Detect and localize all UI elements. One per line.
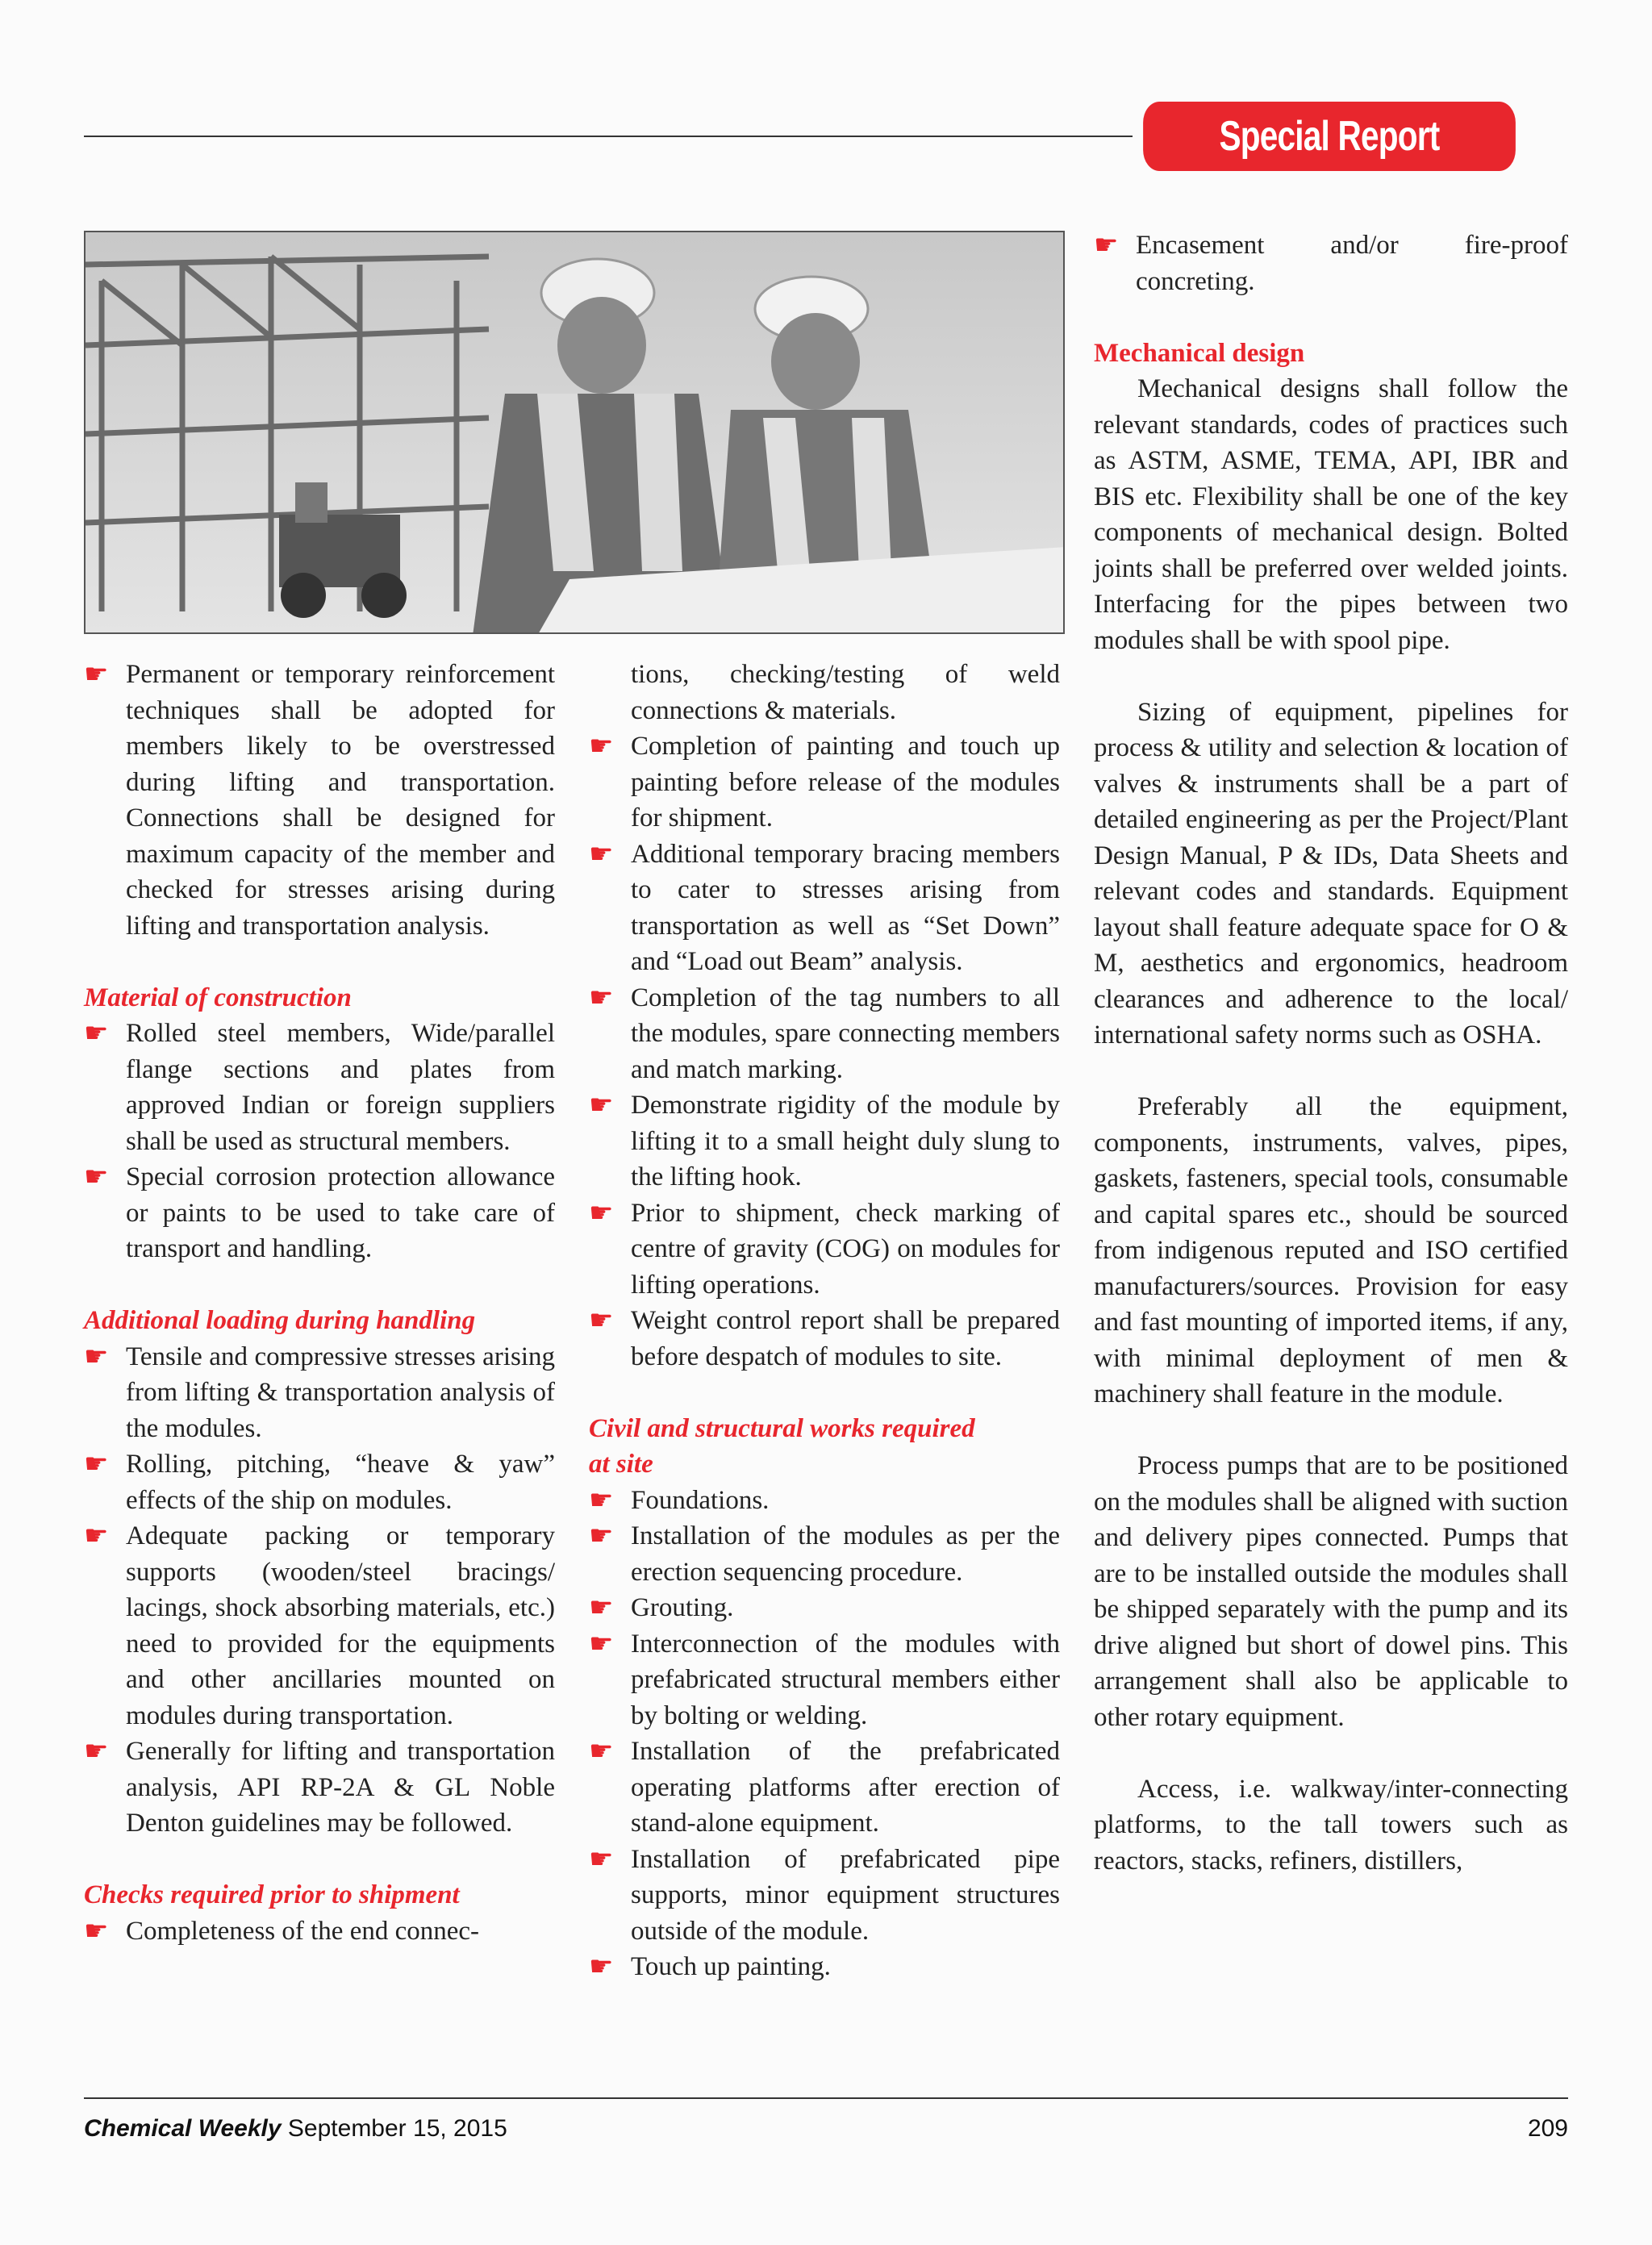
pointing-hand-icon: ☛: [589, 730, 614, 762]
paragraph: Process pumps that are to be positioned on the modules shall be aligned with suction and delivery pipes connected. Pumps that are to be installed outside the modules shall be shipped separately with the pump and its drive aligned but short of dowel pins. This arrangement shall also be applicable to other rotary equipment.: [1094, 1451, 1568, 1732]
section-badge: Special Report: [1143, 102, 1516, 171]
pointing-hand-icon: ☛: [84, 1161, 109, 1193]
header-rule: [84, 136, 1133, 137]
section-heading: Additional loading during handling: [84, 1306, 476, 1335]
publication-name: Chemical Weekly: [84, 2115, 282, 2142]
list-item: ☛ Demonstrate rigidity of the module by lifting it to a small height duly slung to the lifting hook.: [589, 1089, 1060, 1191]
list-item: ☛ Rolling, pitching, “heave & yaw” effects of the ship on modules.: [84, 1448, 555, 1515]
list-item: ☛ Completion of painting and touch up painting before release of the modules for shipment.: [589, 730, 1060, 832]
article-photo: [84, 231, 1065, 634]
pointing-hand-icon: ☛: [589, 1627, 614, 1660]
pointing-hand-icon: ☛: [84, 1340, 109, 1373]
list-item: ☛ Installation of the prefabricated operating platforms after erection of stand-alone equipment.: [589, 1735, 1060, 1838]
pointing-hand-icon: ☛: [589, 1520, 614, 1552]
paragraph: Mechanical designs shall follow the relevant standards, codes of practices such as ASTM, ASME, TEMA, API, IBR and BIS etc. Flexibility shall be one of the key components of mechanical design. Bolted joints shall be preferred over welded joints. Interfacing for the pipes between two modules shall be with spool pipe.: [1094, 374, 1568, 655]
list-item: ☛ Tensile and compressive stresses arising from lifting & transportation analysis of the modules.: [84, 1340, 555, 1443]
list-item: ☛ Encasement and/or fire-proof concreting.: [1094, 229, 1568, 296]
issue-date: September 15, 2015: [287, 2115, 507, 2142]
paragraph: Sizing of equipment, pipelines for process & utility and selection & location of valves & instruments shall be a part of detailed engineering as per the Project/Plant Design Manual, P & IDs, Data Sheets and relevant codes and standards. Equipment layout shall feature adequate space for O & M, aesthetics and ergonomics, headroom clearances and adherence to the local/ international safety norms such as OSHA.: [1094, 697, 1568, 1049]
list-item: ☛ Rolled steel members, Wide/parallel flange sections and plates from approved Indian or foreign suppliers shall be used as structural members.: [84, 1017, 555, 1156]
pointing-hand-icon: ☛: [589, 837, 614, 870]
pointing-hand-icon: ☛: [589, 981, 614, 1014]
pointing-hand-icon: ☛: [589, 1196, 614, 1229]
list-item: ☛ Permanent or temporary reinforcement techniques shall be adopted for members likely to be overstressed during lifting and transportation. Connections shall be designed for maximum capacity of the member and checked for stresses arising during lifting and transportation analysis.: [84, 658, 555, 941]
list-item: ☛ Weight control report shall be prepared before despatch of modules to site.: [589, 1304, 1060, 1371]
list-item: ☛ Generally for lifting and transportation analysis, API RP-2A & GL Noble Denton guidelines may be followed.: [84, 1735, 555, 1838]
list-item: ☛ Foundations.: [589, 1483, 1060, 1519]
pointing-hand-icon: ☛: [84, 1520, 109, 1552]
list-item: ☛ Additional temporary bracing members to cater to stresses arising from transportation as well as “Set Down” and “Load out Beam” analysis.: [589, 837, 1060, 976]
pointing-hand-icon: ☛: [84, 1017, 109, 1049]
section-heading: Civil and structural works required at site: [589, 1413, 975, 1479]
list-item: ☛ Adequate packing or temporary supports (wooden/steel bracings/ lacings, shock absorbing materials, etc.) need to provided for the equipments and other ancillaries mounted on modules during transportation.: [84, 1520, 555, 1730]
paragraph: Access, i.e. walkway/inter-connecting platforms, to the tall towers such as reactors, stacks, refiners, distillers,: [1094, 1774, 1568, 1876]
paragraph: Preferably all the equipment, components, instruments, valves, pipes, gaskets, fasteners, special tools, consumable and capital spares etc., should be sourced from indigenous reputed and ISO certified manufacturers/sources. Provision for easy and fast mounting of imported items, if any, with minimal deployment of men & machinery shall feature in the module.: [1094, 1092, 1568, 1408]
section-heading: Material of construction: [84, 983, 352, 1012]
pointing-hand-icon: ☛: [589, 1735, 614, 1767]
list-item: ☛ Completeness of the end connec-: [84, 1913, 555, 1950]
list-item: ☛ Interconnection of the modules with prefabricated structural members either by bolting or welding.: [589, 1627, 1060, 1730]
pointing-hand-icon: ☛: [589, 1951, 614, 1983]
list-item: ☛ Prior to shipment, check marking of centre of gravity (COG) on modules for lifting operations.: [589, 1196, 1060, 1300]
page-number: 209: [1527, 2115, 1568, 2142]
list-item-continued: tions, checking/testing of weld connections & materials.: [631, 660, 1060, 725]
pointing-hand-icon: ☛: [589, 1304, 614, 1337]
footer-rule: [84, 2097, 1568, 2099]
column-2: [589, 657, 1060, 1985]
pointing-hand-icon: ☛: [589, 1842, 614, 1876]
list-item: ☛ Grouting.: [589, 1590, 1060, 1626]
column-1: [84, 657, 555, 1949]
section-heading: Mechanical design: [1094, 338, 1305, 368]
list-item: ☛ Installation of the modules as per the erection sequencing procedure.: [589, 1520, 1060, 1587]
pointing-hand-icon: ☛: [1094, 229, 1119, 261]
list-item: ☛ Installation of prefabricated pipe supports, minor equipment structures outside of the module.: [589, 1842, 1060, 1946]
column-3: [1094, 227, 1568, 1879]
pointing-hand-icon: ☛: [589, 1592, 614, 1624]
list-item: ☛ Special corrosion protection allowance or paints to be used to take care of transport and handling.: [84, 1161, 555, 1263]
pointing-hand-icon: ☛: [589, 1089, 614, 1121]
pointing-hand-icon: ☛: [84, 1914, 109, 1947]
list-item: ☛ Touch up painting.: [589, 1949, 1060, 1985]
page-footer: [84, 2115, 1568, 2143]
pointing-hand-icon: ☛: [84, 1448, 109, 1480]
pointing-hand-icon: ☛: [84, 658, 109, 691]
list-item: ☛ Completion of the tag numbers to all the modules, spare connecting members and match marking.: [589, 981, 1060, 1084]
section-heading: Checks required prior to shipment: [84, 1880, 460, 1909]
pointing-hand-icon: ☛: [84, 1735, 109, 1767]
pointing-hand-icon: ☛: [589, 1483, 614, 1517]
